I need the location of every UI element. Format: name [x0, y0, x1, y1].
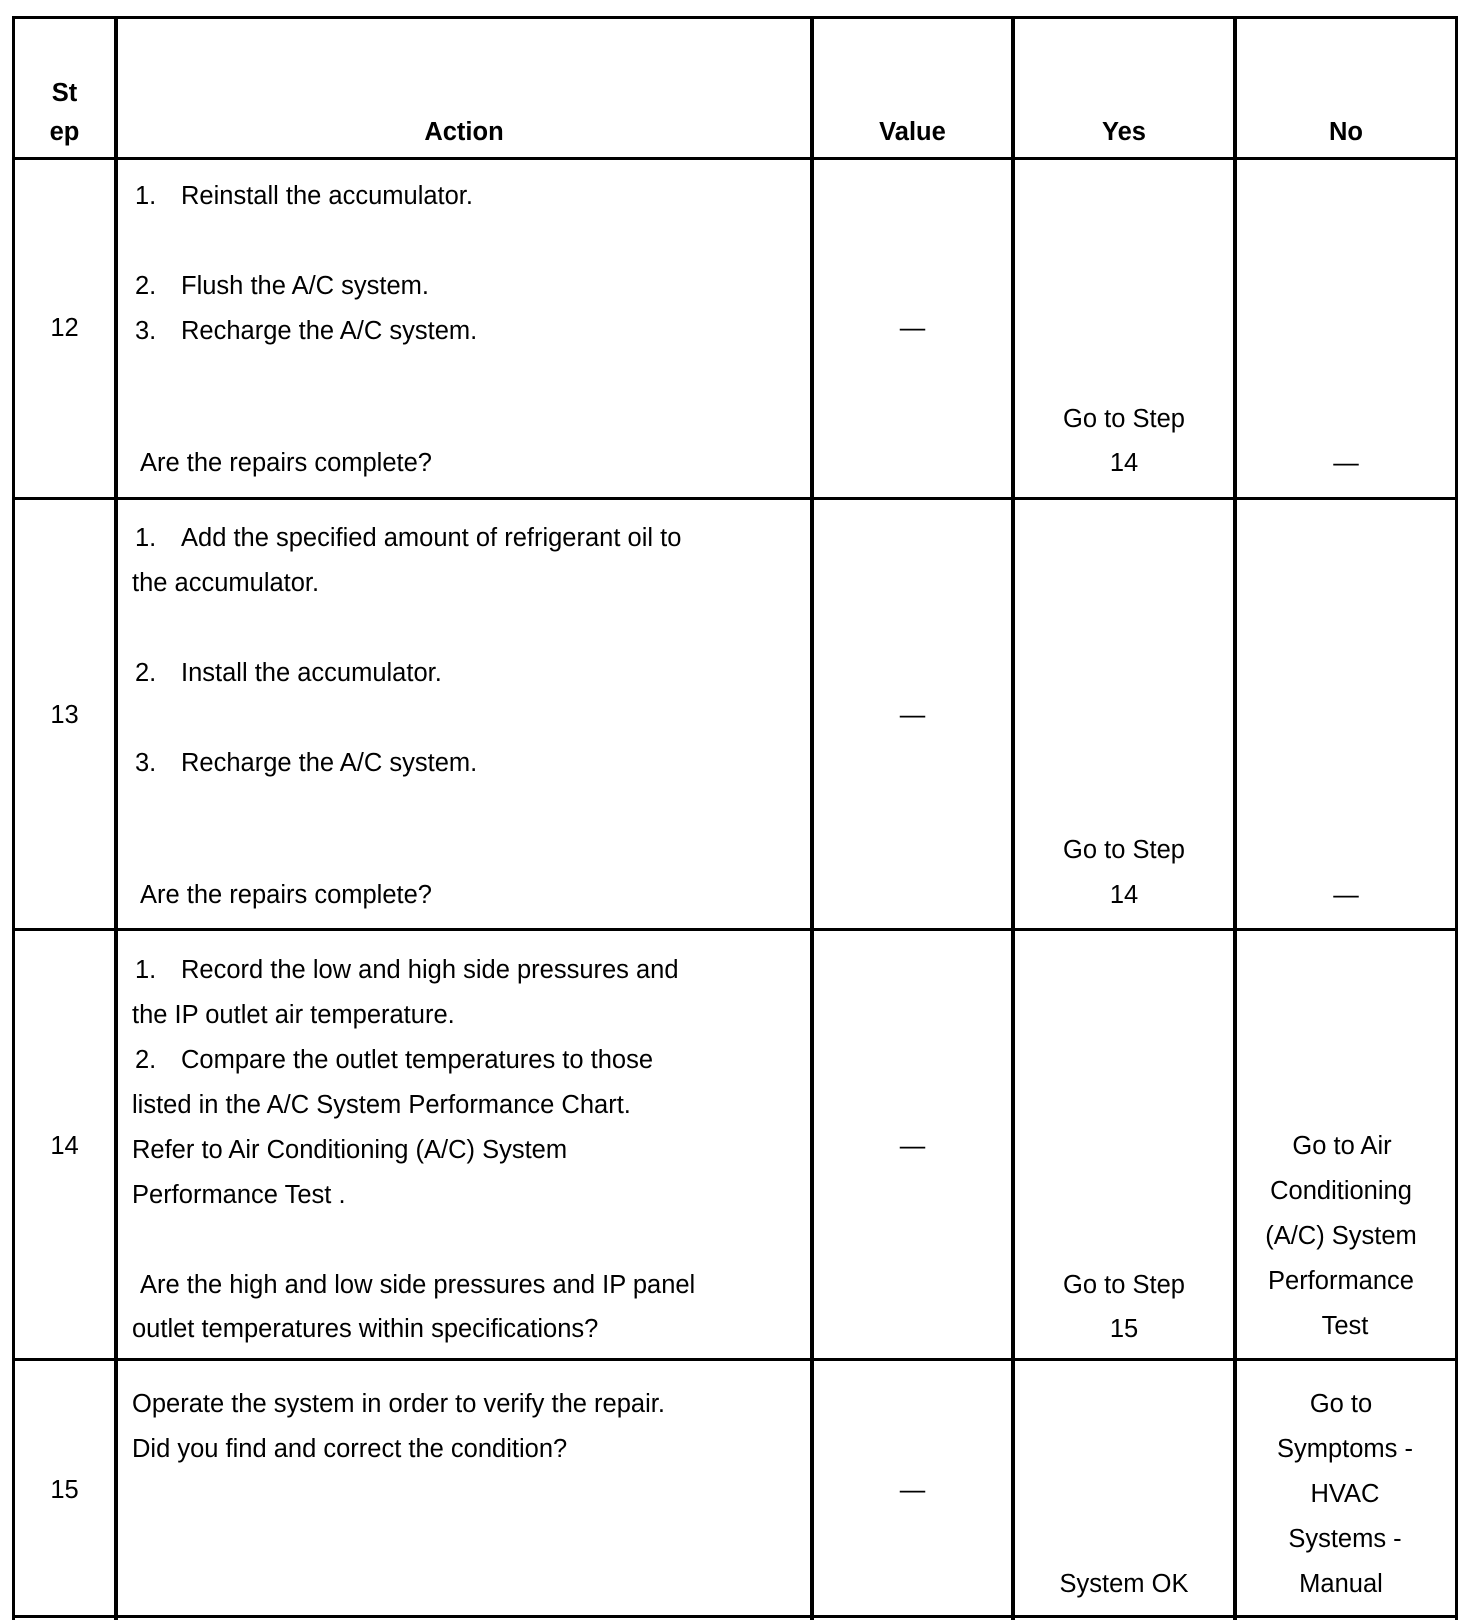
- action-item: [131, 181, 473, 211]
- question-text: Are the repairs complete?: [140, 881, 432, 909]
- value-dash: —: [899, 1476, 926, 1504]
- yes-target-line2: 14: [1109, 449, 1139, 477]
- yes-target-line2: 14: [1109, 881, 1139, 909]
- action-text-line1: Operate the system in order to verify the repair.: [132, 1390, 665, 1418]
- yes-target-line1: Go to Step: [1063, 405, 1185, 433]
- question-text: Are the repairs complete?: [140, 449, 432, 477]
- no-target-line: Symptoms -: [1276, 1435, 1414, 1463]
- action-item: [131, 658, 442, 688]
- no-dash: —: [1333, 881, 1359, 909]
- grid-line: [1011, 17, 1015, 1620]
- action-item: [131, 1045, 653, 1075]
- item-continuation: the IP outlet air temperature.: [132, 1001, 455, 1029]
- item-text: Install the accumulator.: [181, 659, 442, 687]
- step-number: 14: [50, 1132, 79, 1160]
- action-item: [131, 523, 681, 553]
- value-dash: —: [899, 701, 926, 729]
- header-step-line1: St: [51, 79, 78, 107]
- grid-line: [12, 17, 15, 1620]
- refer-text-line2: Performance Test .: [132, 1181, 346, 1209]
- no-target-line: Conditioning: [1270, 1177, 1412, 1205]
- grid-line: [810, 17, 814, 1620]
- item-continuation: listed in the A/C System Performance Chart.: [132, 1091, 631, 1119]
- value-dash: —: [899, 314, 926, 342]
- action-item: [131, 316, 477, 346]
- item-text: Record the low and high side pressures and: [181, 956, 679, 984]
- grid-line: [1455, 17, 1458, 1620]
- item-number: 1.: [135, 956, 157, 984]
- item-number: 2.: [135, 1046, 157, 1074]
- no-target-line: Manual: [1299, 1570, 1383, 1598]
- item-number: 3.: [135, 749, 157, 777]
- no-target-line: Go to Air: [1292, 1132, 1392, 1160]
- refer-text-line1: Refer to Air Conditioning (A/C) System: [132, 1136, 568, 1164]
- yes-target: System OK: [1059, 1570, 1189, 1598]
- action-text-line2: Did you find and correct the condition?: [132, 1435, 568, 1463]
- item-text: Add the specified amount of refrigerant oil to: [181, 524, 682, 552]
- item-text: Reinstall the accumulator.: [181, 182, 473, 210]
- no-dash: —: [1333, 449, 1359, 477]
- item-number: 2.: [135, 659, 157, 687]
- step-number: 15: [50, 1476, 79, 1504]
- header-yes: Yes: [1102, 118, 1146, 146]
- question-text-line1: Are the high and low side pressures and IP panel: [140, 1271, 696, 1299]
- header-value: Value: [879, 118, 946, 146]
- item-text: Compare the outlet temperatures to those: [181, 1046, 654, 1074]
- grid-line: [114, 17, 118, 1620]
- grid-line: [12, 928, 1458, 931]
- step-number: 12: [50, 314, 79, 342]
- yes-target-line2: 15: [1109, 1315, 1139, 1343]
- header-no: No: [1329, 118, 1363, 146]
- grid-line: [12, 157, 1458, 160]
- no-target-line: Systems -: [1288, 1525, 1402, 1553]
- grid-line: [1233, 17, 1237, 1620]
- action-item: [131, 955, 679, 985]
- no-target-line: Test: [1321, 1312, 1369, 1340]
- value-dash: —: [899, 1132, 926, 1160]
- grid-line: [12, 1615, 1458, 1618]
- action-item: [131, 748, 477, 778]
- item-number: 3.: [135, 317, 157, 345]
- header-step-line2: ep: [49, 118, 80, 146]
- no-target-line: Go to: [1309, 1390, 1373, 1418]
- question-text-line2: outlet temperatures within specifications?: [132, 1315, 599, 1343]
- action-item: [131, 271, 429, 301]
- item-number: 1.: [135, 182, 157, 210]
- yes-target-line1: Go to Step: [1063, 836, 1185, 864]
- grid-line: [12, 1358, 1458, 1361]
- item-text: Recharge the A/C system.: [181, 317, 478, 345]
- item-number: 1.: [135, 524, 157, 552]
- grid-line: [12, 16, 1458, 19]
- item-continuation: the accumulator.: [132, 569, 320, 597]
- header-action: Action: [424, 118, 504, 146]
- no-target-line: HVAC: [1310, 1480, 1380, 1508]
- item-text: Recharge the A/C system.: [181, 749, 478, 777]
- item-text: Flush the A/C system.: [181, 272, 430, 300]
- no-target-line: (A/C) System: [1265, 1222, 1417, 1250]
- yes-target-line1: Go to Step: [1063, 1271, 1185, 1299]
- step-number: 13: [50, 701, 79, 729]
- grid-line: [12, 497, 1458, 500]
- item-number: 2.: [135, 272, 157, 300]
- no-target-line: Performance: [1268, 1267, 1414, 1295]
